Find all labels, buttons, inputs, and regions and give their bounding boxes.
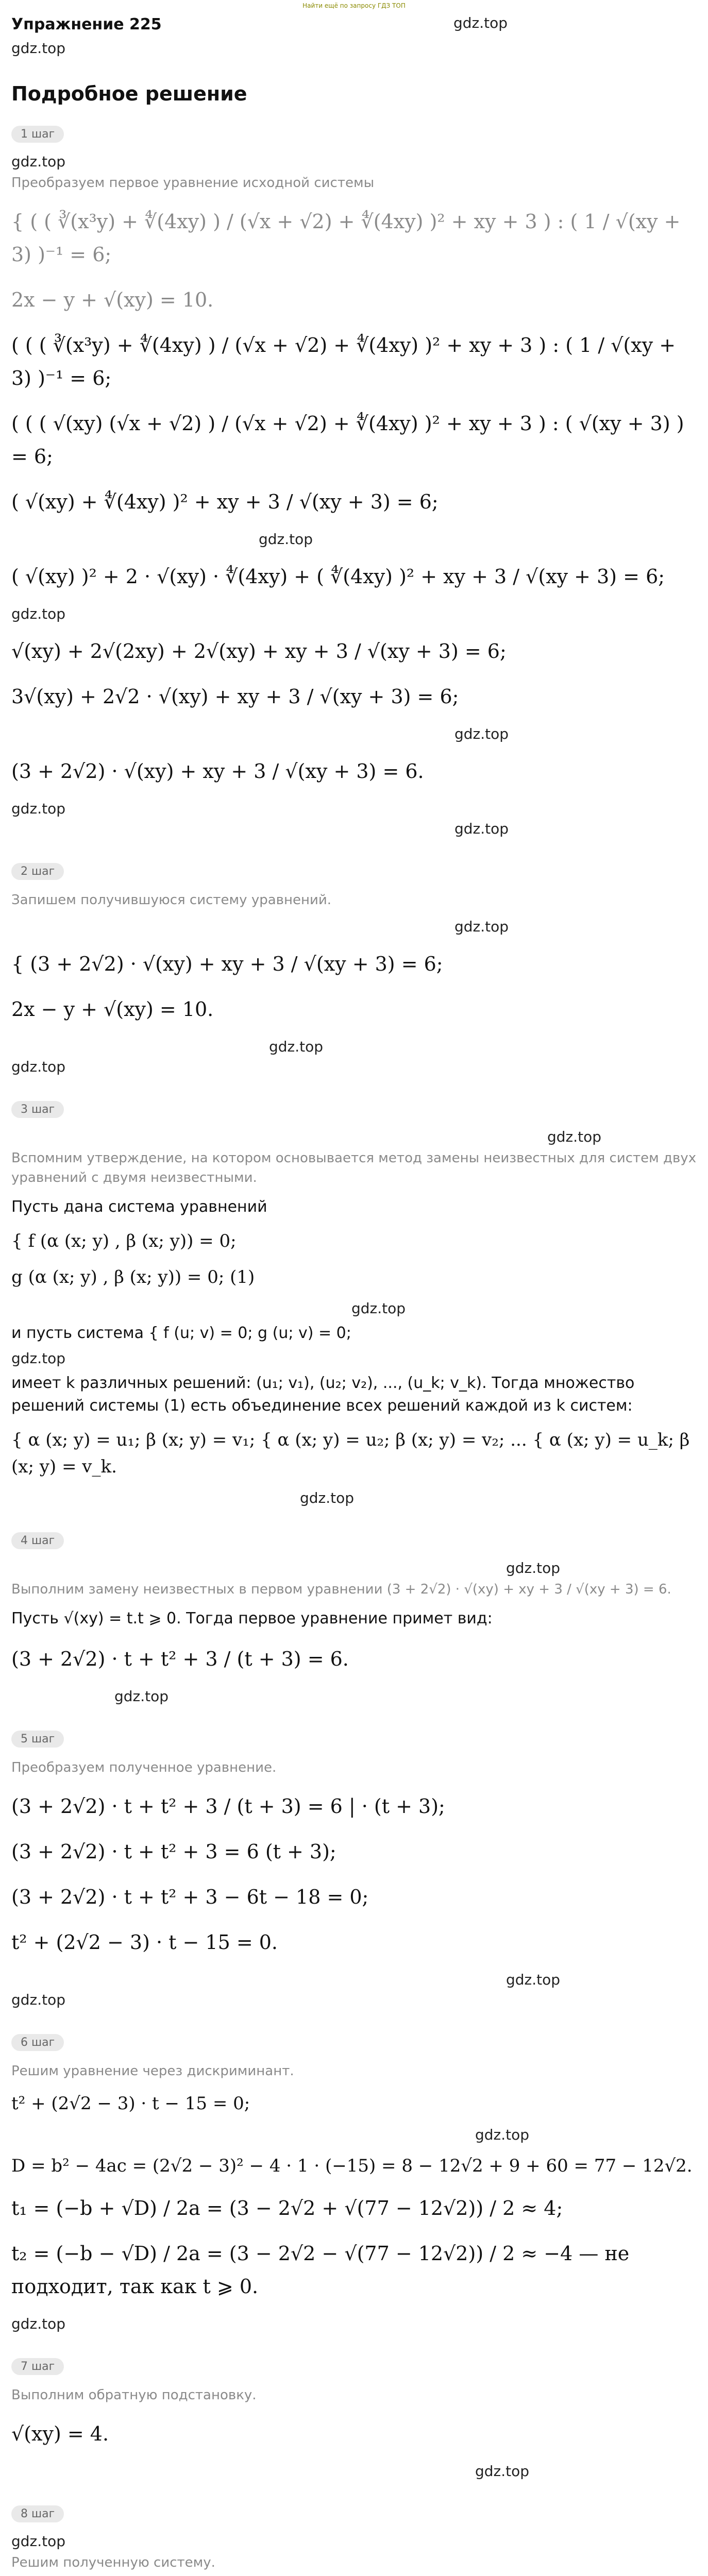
watermark: gdz.top xyxy=(547,1128,602,1145)
math-line: ( √(xy) )² + 2 · √(xy) · ∜(4xy) + ( ∜(4xy) )² + xy + 3 / √(xy + 3) = 6; xyxy=(11,565,665,588)
watermark: gdz.top xyxy=(454,918,509,935)
text-line: Пусть √(xy) = t.t ⩾ 0. Тогда первое уравнение примет вид: xyxy=(11,1609,493,1628)
math-line: { (3 + 2√2) · √(xy) + xy + 3 / √(xy + 3) = 6; xyxy=(11,953,443,975)
step-caption: Выполним замену неизвестных в первом уравнении (3 + 2√2) · √(xy) + xy + 3 / √(xy + 3) = 6. xyxy=(11,1582,671,1597)
watermark: gdz.top xyxy=(259,531,313,548)
step-caption: Преобразуем первое уравнение исходной системы xyxy=(11,175,375,191)
math-line: ( √(xy) + ∜(4xy) )² + xy + 3 / √(xy + 3) = 6; xyxy=(11,490,439,513)
page-content xyxy=(0,15,708,2576)
step-6 xyxy=(11,2029,697,2332)
text-line: Пусть дана система уравнений xyxy=(11,1198,267,1216)
step-7 xyxy=(11,2353,697,2480)
math-line: t² + (2√2 − 3) · t − 15 = 0. xyxy=(11,1931,278,1954)
math-line: ( ( ( ∛(x³y) + ∜(4xy) ) / (√x + √2) + ∜(4xy) )² + xy + 3 ) : ( 1 / √(xy + 3) )⁻¹ = 6; xyxy=(11,334,676,389)
step-caption: Запишем получившуюся систему уравнений. xyxy=(11,892,332,908)
step-caption: Решим уравнение через дискриминант. xyxy=(11,2063,294,2079)
math-line: t₁ = (−b + √D) / 2a = (3 − 2√2 + √(77 − 12√2)) / 2 ≈ 4; xyxy=(11,2197,563,2219)
watermark: gdz.top xyxy=(11,1991,66,2008)
watermark: gdz.top xyxy=(454,725,509,742)
step-badge: 3 шаг xyxy=(11,1101,64,1118)
math-line: √(xy) = 4. xyxy=(11,2422,109,2445)
math-line: 3√(xy) + 2√2 · √(xy) + xy + 3 / √(xy + 3) = 6; xyxy=(11,685,459,708)
step-8 xyxy=(11,2500,697,2576)
step-4 xyxy=(11,1527,697,1705)
step-badge: 5 шаг xyxy=(11,1731,64,1748)
math-line: g (α (x; y) , β (x; y)) = 0; (1) xyxy=(11,1267,255,1287)
step-badge: 1 шаг xyxy=(11,126,64,143)
math-line: 2x − y + √(xy) = 10. xyxy=(11,289,214,311)
math-line: (3 + 2√2) · t + t² + 3 = 6 (t + 3); xyxy=(11,1840,336,1863)
math-line: ( ( ( √(xy) (√x + √2) ) / (√x + √2) + ∜(4xy) )² + xy + 3 ) : ( √(xy + 3) ) = 6; xyxy=(11,412,684,468)
solution-title: Подробное решение xyxy=(11,82,247,105)
math-line: t₂ = (−b − √D) / 2a = (3 − 2√2 − √(77 − 12√2)) / 2 ≈ −4 — не подходит, так как t ⩾ 0. xyxy=(11,2242,630,2298)
watermark: gdz.top xyxy=(11,40,66,57)
watermark: gdz.top xyxy=(351,1300,406,1317)
math-line: (3 + 2√2) · t + t² + 3 − 6t − 18 = 0; xyxy=(11,1886,369,1908)
watermark: gdz.top xyxy=(475,2463,530,2480)
watermark: gdz.top xyxy=(11,2315,66,2332)
step-badge: 2 шаг xyxy=(11,863,64,880)
math-line: (3 + 2√2) · t + t² + 3 / (t + 3) = 6. xyxy=(11,1648,349,1670)
step-caption: Выполним обратную подстановку. xyxy=(11,2387,257,2403)
watermark: gdz.top xyxy=(506,1560,561,1577)
step-2 xyxy=(11,858,697,1075)
watermark: gdz.top xyxy=(11,605,66,622)
step-badge: 7 шаг xyxy=(11,2358,64,2375)
math-line: { f (α (x; y) , β (x; y)) = 0; xyxy=(11,1231,237,1251)
top-note[interactable]: Найти ещё по запросу ГДЗ ТОП xyxy=(302,2,406,9)
math-line: { α (x; y) = u₁; β (x; y) = v₁; { α (x; y) = u₂; β (x; y) = v₂; ... { α (x; y) = u_k; β (x; y) = v_k. xyxy=(11,1430,690,1477)
math-line: t² + (2√2 − 3) · t − 15 = 0; xyxy=(11,2093,250,2114)
watermark: gdz.top xyxy=(114,1688,169,1705)
watermark: gdz.top xyxy=(11,1058,66,1075)
step-badge: 8 шаг xyxy=(11,2505,64,2522)
watermark: gdz.top xyxy=(11,2533,66,2550)
watermark: gdz.top xyxy=(11,800,66,817)
watermark: gdz.top xyxy=(454,820,509,837)
text-line: имеет k различных решений: (u₁; v₁), (u₂; v₂), ..., (u_k; v_k). Тогда множество решений системы (1) есть объединение всех решений каждой из k систем: xyxy=(11,1374,635,1415)
step-3 xyxy=(11,1096,697,1506)
watermark: gdz.top xyxy=(475,2126,530,2143)
exercise-title: Упражнение 225 xyxy=(11,15,162,33)
watermark: gdz.top xyxy=(11,1350,66,1367)
watermark: gdz.top xyxy=(269,1038,324,1055)
step-1 xyxy=(11,121,697,837)
step-caption: Решим полученную систему. xyxy=(11,2555,215,2570)
watermark: gdz.top xyxy=(300,1489,355,1506)
step-5 xyxy=(11,1725,697,2008)
step-badge: 6 шаг xyxy=(11,2034,64,2051)
watermark: gdz.top xyxy=(506,1971,561,1988)
step-caption: Преобразуем полученное уравнение. xyxy=(11,1760,277,1775)
math-line: { ( ( ∛(x³y) + ∜(4xy) ) / (√x + √2) + ∜(4xy) )² + xy + 3 ) : ( 1 / √(xy + 3) )⁻¹ = 6; xyxy=(11,210,681,266)
step-caption: Вспомним утверждение, на котором основывается метод замены неизвестных для систем двух уравнений с двумя неизвестными. xyxy=(11,1150,697,1185)
watermark: gdz.top xyxy=(11,153,66,170)
watermark: gdz.top xyxy=(453,14,508,31)
math-line: 2x − y + √(xy) = 10. xyxy=(11,998,214,1021)
text-line: и пусть система { f (u; v) = 0; g (u; v) = 0; xyxy=(11,1324,351,1342)
math-line: (3 + 2√2) · t + t² + 3 / (t + 3) = 6 | · (t + 3); xyxy=(11,1795,445,1818)
math-line: D = b² − 4ac = (2√2 − 3)² − 4 · 1 · (−15) = 8 − 12√2 + 9 + 60 = 77 − 12√2. xyxy=(11,2156,693,2176)
math-line: √(xy) + 2√(2xy) + 2√(xy) + xy + 3 / √(xy + 3) = 6; xyxy=(11,640,507,663)
math-line: (3 + 2√2) · √(xy) + xy + 3 / √(xy + 3) = 6. xyxy=(11,760,424,783)
step-badge: 4 шаг xyxy=(11,1532,64,1549)
